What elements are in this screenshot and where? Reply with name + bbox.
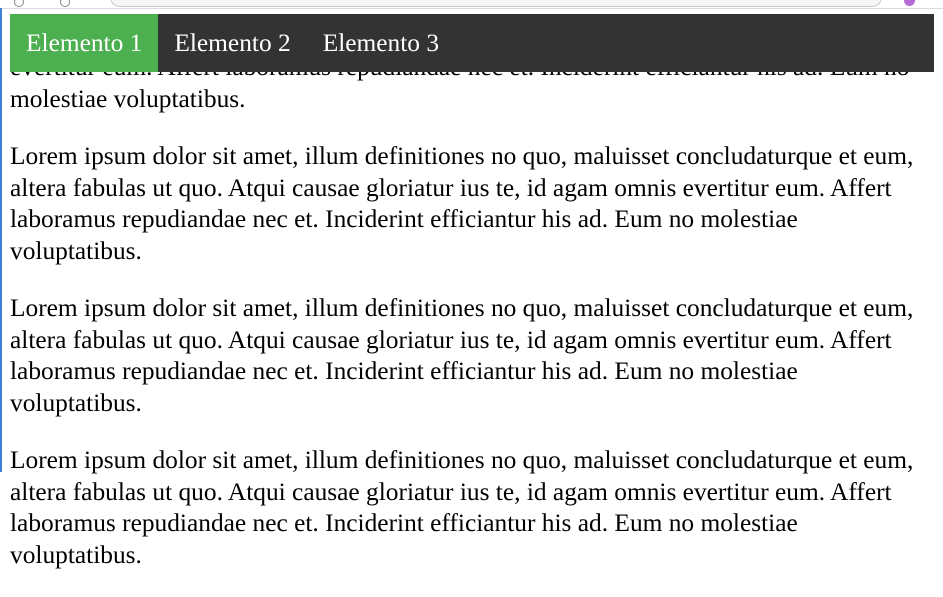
nav-item-elemento-3[interactable]: Elemento 3 bbox=[322, 28, 440, 57]
page-content bbox=[10, 52, 930, 597]
content-paragraph-3: Lorem ipsum dolor sit amet, illum definitiones no quo, maluisset concludaturque et eum, altera fabulas ut quo. Atqui causae gloriatur ius te, id agam omnis evertitur eum. Affert laboramus repudiandae nec et. Inciderint efficiantur his ad. Eum no molestiae voluptatibus. bbox=[10, 446, 914, 569]
address-bar[interactable] bbox=[110, 0, 882, 7]
nav-item-elemento-1[interactable]: Elemento 1 bbox=[10, 14, 158, 72]
reload-icon[interactable] bbox=[60, 0, 70, 7]
back-icon[interactable] bbox=[14, 0, 24, 7]
content-paragraph-partial: molestiae voluptatibus. bbox=[10, 84, 246, 113]
top-navbar bbox=[10, 14, 934, 72]
content-paragraph-1: Lorem ipsum dolor sit amet, illum definitiones no quo, maluisset concludaturque et eum, altera fabulas ut quo. Atqui causae gloriatur ius te, id agam omnis evertitur eum. Affert laboramus repudiandae nec et. Inciderint efficiantur his ad. Eum no molestiae voluptatibus. bbox=[10, 142, 914, 265]
content-paragraph-2: Lorem ipsum dolor sit amet, illum definitiones no quo, maluisset concludaturque et eum, altera fabulas ut quo. Atqui causae gloriatur ius te, id agam omnis evertitur eum. Affert laboramus repudiandae nec et. Inciderint efficiantur his ad. Eum no molestiae voluptatibus. bbox=[10, 294, 914, 417]
window-edge-divider bbox=[0, 8, 2, 472]
browser-toolbar-edge bbox=[0, 0, 943, 9]
profile-avatar-icon[interactable] bbox=[904, 0, 915, 6]
nav-item-elemento-2[interactable]: Elemento 2 bbox=[174, 28, 291, 57]
